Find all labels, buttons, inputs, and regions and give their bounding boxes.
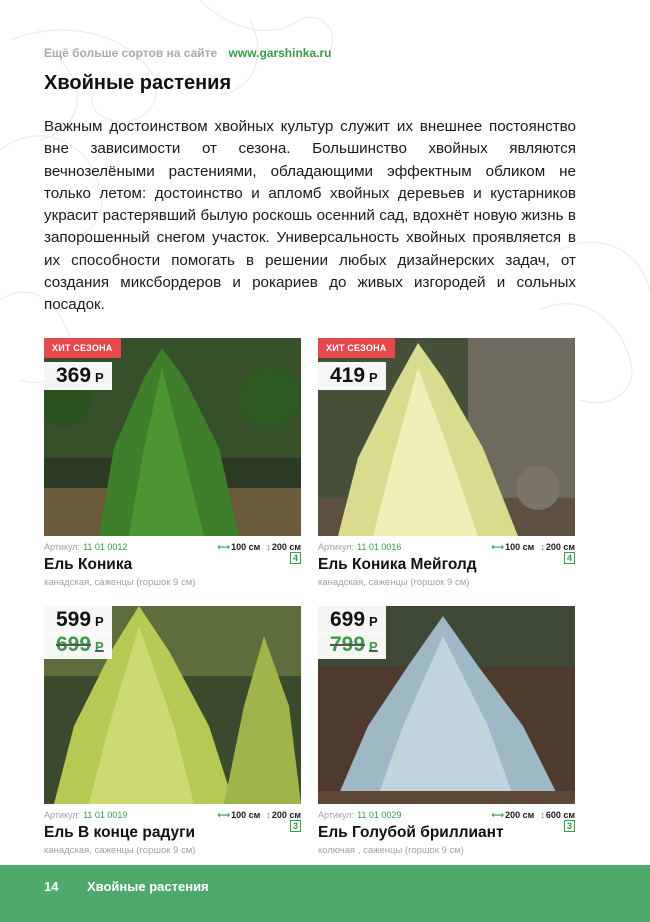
product-description: канадская, саженцы (горшок 9 см) [318, 577, 470, 588]
old-price-tag [44, 633, 112, 659]
height-value: 200 см [545, 542, 575, 552]
hardiness-zone-badge: 4 [290, 552, 301, 564]
currency-label: Р [95, 639, 104, 654]
product-meta [44, 808, 301, 824]
width-icon: ⟷ [491, 542, 505, 552]
article-code: 11 01 0016 [357, 542, 402, 552]
price-value: 419 [330, 364, 366, 387]
product-card[interactable] [318, 338, 575, 588]
size-info [217, 542, 301, 553]
width-icon: ⟷ [217, 542, 231, 552]
section-title: Хвойные растения [87, 879, 209, 894]
size-info [491, 542, 575, 553]
article-code: 11 01 0029 [357, 810, 402, 820]
article-label: Артикул: 11 01 0029 [318, 810, 402, 820]
height-icon: ↕ [266, 810, 271, 820]
page-number: 14 [44, 879, 59, 894]
price-tag [318, 362, 386, 390]
currency-label: Р [95, 370, 104, 385]
product-photo [318, 338, 575, 536]
price-value: 699 [330, 608, 366, 631]
width-value: 100 см [231, 810, 261, 820]
product-photo [44, 606, 301, 804]
width-icon: ⟷ [217, 810, 231, 820]
product-name[interactable]: Ель В конце радуги [44, 824, 196, 841]
site-link[interactable]: www.garshinka.ru [228, 46, 332, 60]
product-meta [44, 540, 301, 556]
product-name[interactable]: Ель Голубой бриллиант [318, 824, 504, 841]
price-tag [44, 362, 112, 390]
page-title: Хвойные растения [44, 72, 232, 94]
width-value: 200 см [505, 810, 535, 820]
article-code: 11 01 0012 [83, 542, 128, 552]
intro-paragraph: Важным достоинством хвойных культур служит их внешнее постоянство вне зависимости от сезона. Большинство хвойных являются вечнозелёными растениями, обладающими эффектным обликом не только летом: достоинство и апломб хвойных деревьев и кустарников украсит растерявший былую роскошь осенний сад, вдохнёт новую жизнь в запорошенный снегом участок. Универсальность хвойных проявляется в их способности помогать в решении любых дизайнерских задач, от создания миксбордеров и рокариев до живых изгородей и сольных посадок. [44, 118, 576, 314]
price-value: 599 [56, 608, 92, 631]
article-label: Артикул: 11 01 0019 [44, 810, 128, 820]
currency-label: Р [95, 614, 104, 629]
currency-label: Р [369, 370, 378, 385]
hardiness-zone-badge: 3 [564, 820, 575, 832]
site-promo-line [44, 46, 331, 60]
product-description: канадская, саженцы (горшок 9 см) [44, 845, 196, 856]
product-name[interactable]: Ель Коника [44, 556, 133, 573]
hardiness-zone-badge: 3 [290, 820, 301, 832]
height-value: 600 см [545, 810, 575, 820]
promo-tagline: Ещё больше сортов на сайте [44, 46, 218, 60]
width-value: 100 см [231, 542, 261, 552]
width-value: 100 см [505, 542, 535, 552]
height-icon: ↕ [266, 542, 271, 552]
price-tag [44, 606, 112, 634]
product-photo [318, 606, 575, 804]
height-icon: ↕ [540, 810, 545, 820]
price-tag [318, 606, 386, 634]
height-icon: ↕ [540, 542, 545, 552]
product-card[interactable] [44, 606, 301, 856]
product-description: канадская, саженцы (горшок 9 см) [44, 577, 196, 588]
old-price-tag [318, 633, 386, 659]
hardiness-zone-badge: 4 [564, 552, 575, 564]
page-footer [0, 865, 650, 922]
size-info [217, 810, 301, 821]
product-meta [318, 808, 575, 824]
product-card[interactable] [318, 606, 575, 856]
product-name[interactable]: Ель Коника Мейголд [318, 556, 477, 573]
product-photo [44, 338, 301, 536]
width-icon: ⟷ [491, 810, 505, 820]
hit-season-badge: ХИТ СЕЗОНА [318, 338, 395, 358]
old-price-value: 699 [56, 633, 92, 656]
article-code: 11 01 0019 [83, 810, 128, 820]
product-card[interactable] [44, 338, 301, 588]
old-price-value: 799 [330, 633, 366, 656]
price-value: 369 [56, 364, 92, 387]
hit-season-badge: ХИТ СЕЗОНА [44, 338, 121, 358]
height-value: 200 см [271, 810, 301, 820]
currency-label: Р [369, 614, 378, 629]
size-info [491, 810, 575, 821]
product-meta [318, 540, 575, 556]
article-label: Артикул: 11 01 0016 [318, 542, 402, 552]
currency-label: Р [369, 639, 378, 654]
product-description: колючая , саженцы (горшок 9 см) [318, 845, 464, 856]
height-value: 200 см [271, 542, 301, 552]
article-label: Артикул: 11 01 0012 [44, 542, 128, 552]
